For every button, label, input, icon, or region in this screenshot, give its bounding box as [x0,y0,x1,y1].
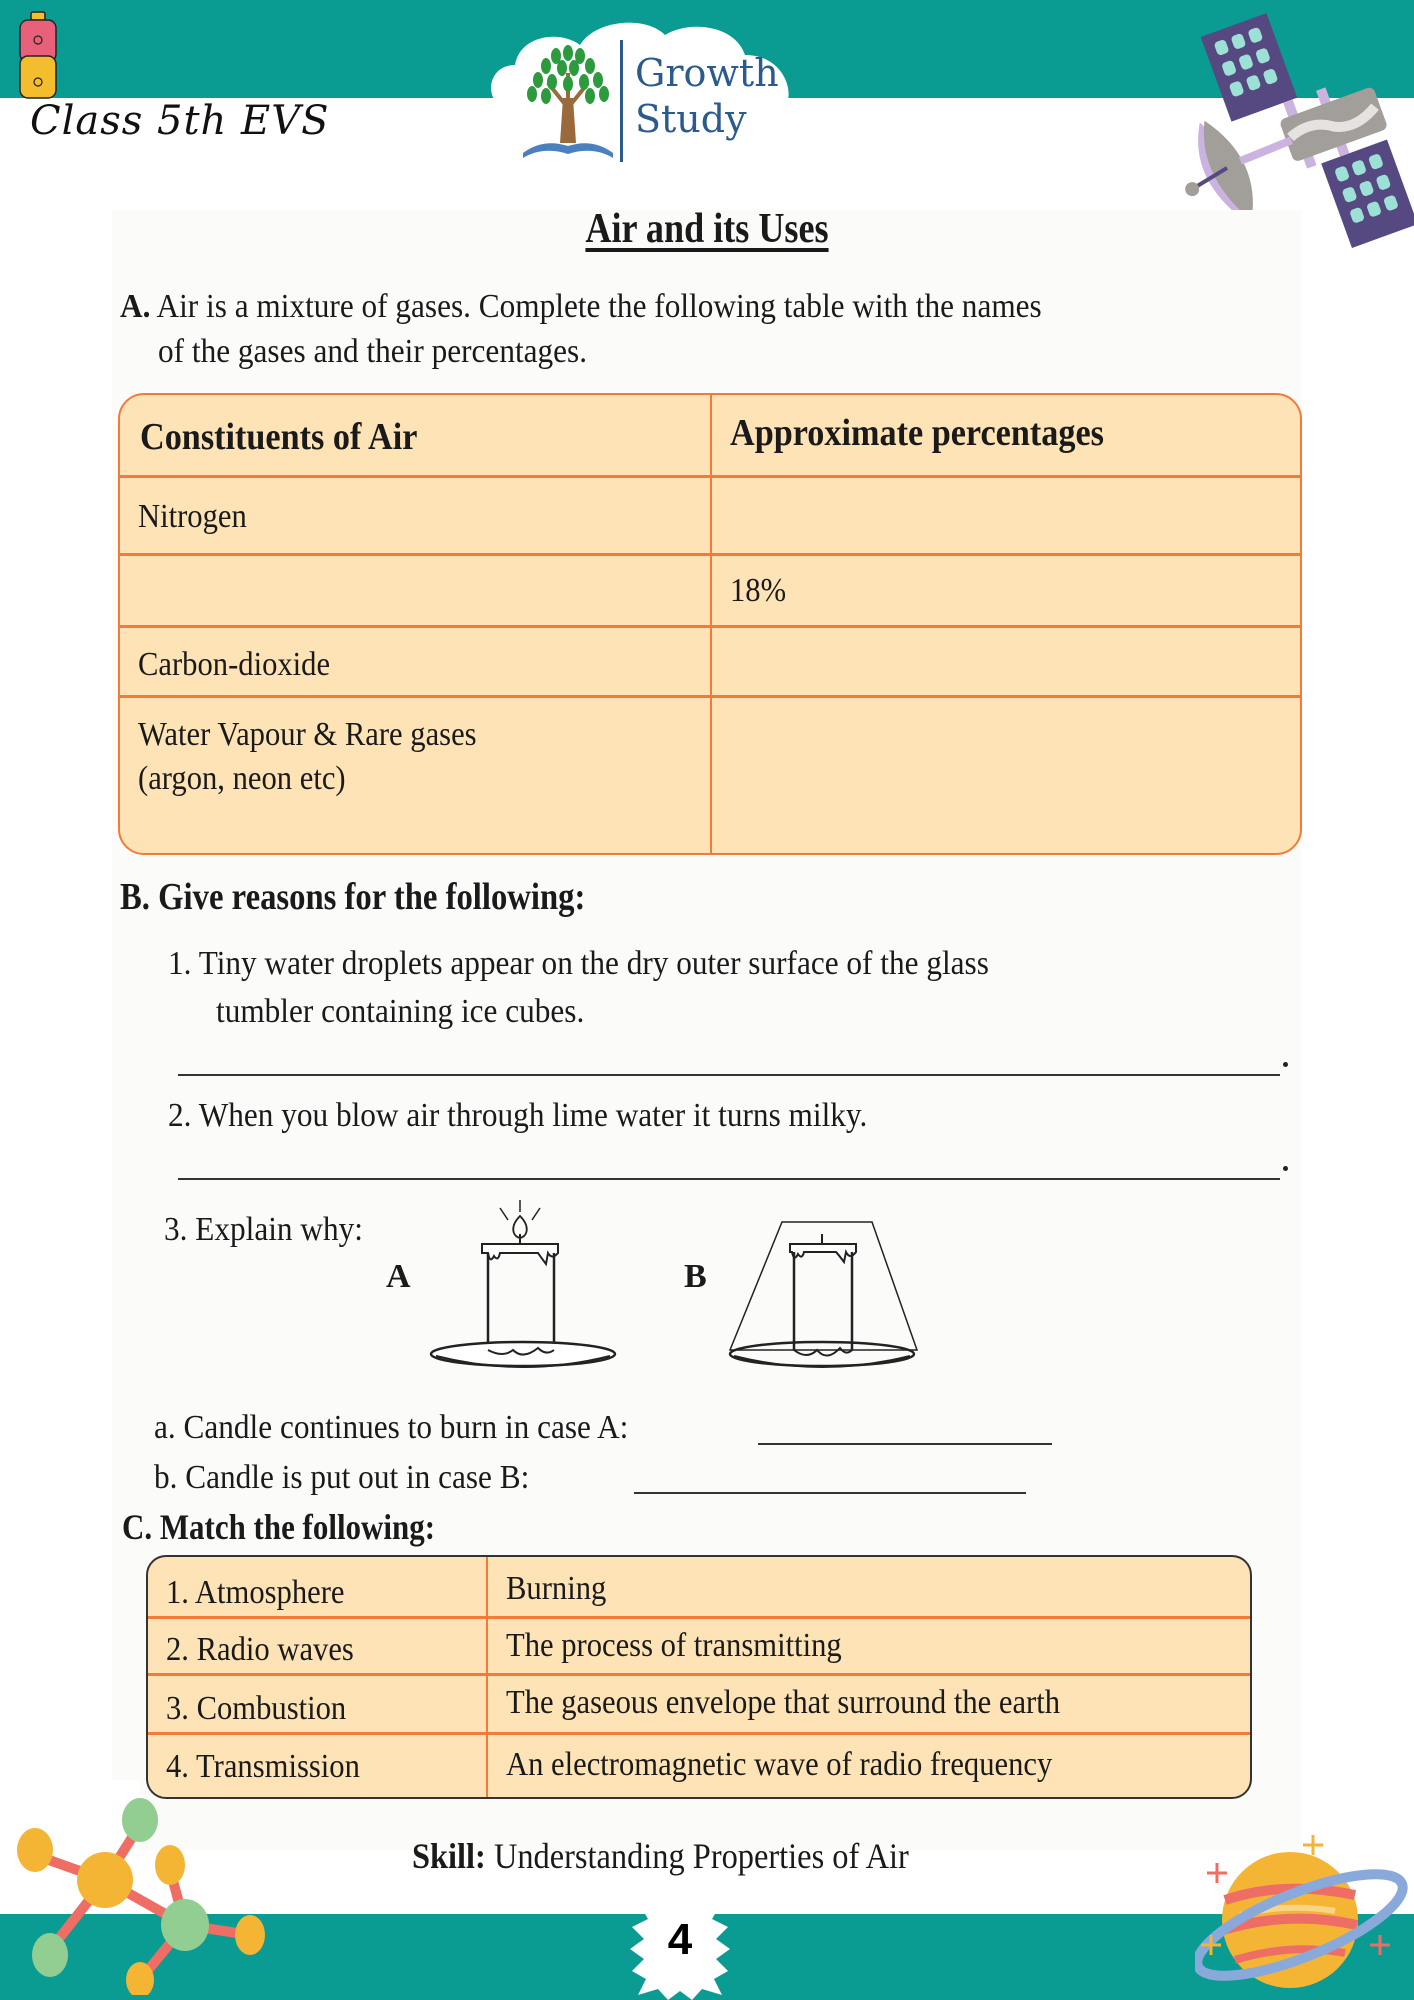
table-header-percentages: Approximate percentages [730,412,1104,454]
table-column-divider [710,395,712,853]
table-row-divider [120,553,1300,556]
section-b-heading: B. Give reasons for the following: [120,876,586,918]
match-right-item: Burning [506,1570,607,1607]
class-title: Class 5th EVS [30,98,330,144]
figure-label-a: A [386,1258,411,1295]
skill-line [412,1835,909,1877]
match-table [146,1555,1252,1799]
answer-line-b3b[interactable] [634,1492,1026,1494]
answer-line-b2[interactable] [178,1178,1280,1180]
table-row-divider [120,625,1300,628]
logo-divider [620,40,623,162]
answer-line-b1[interactable] [178,1074,1280,1076]
question-b3a: a. Candle continues to burn in case A: [154,1409,629,1446]
table-cell-percentage: 18% [730,572,787,609]
match-table-row-divider [148,1673,1250,1676]
match-left-item: 2. Radio waves [166,1631,354,1668]
logo-line2: Study [635,97,747,141]
figure-label-b: B [684,1258,707,1295]
match-table-column-divider [486,1557,488,1797]
tree-book-logo-icon [518,38,618,163]
question-b3b: b. Candle is put out in case B: [154,1459,530,1496]
section-a-question-line2: of the gases and their percentages. [158,333,588,370]
page-title: Air and its Uses [585,206,829,252]
match-left-item: 4. Transmission [166,1748,360,1785]
answer-line-end-dot [1283,1166,1288,1171]
question-b2: 2. When you blow air through lime water it turns milky. [168,1097,868,1134]
covered-candle-illustration [722,1220,922,1375]
section-a-question-line1: Air is a mixture of gases. Complete the following table with the names [156,288,1042,325]
table-row-divider [120,695,1300,698]
table-cell-constituent: Nitrogen [138,498,247,535]
question-b3: 3. Explain why: [164,1211,363,1248]
match-left-item: 3. Combustion [166,1690,347,1727]
page-number: 4 [667,1915,693,1964]
skill-label: Skill: [412,1836,486,1876]
planet-icon [1195,1825,1414,2000]
burning-candle-illustration [428,1198,628,1373]
question-b1-line2: tumbler containing ice cubes. [216,993,585,1030]
match-table-row-divider [148,1732,1250,1735]
logo-line1: Growth [635,51,779,95]
molecule-icon [0,1795,270,1995]
section-a-label: A. [120,288,151,325]
answer-line-b3a[interactable] [758,1443,1052,1445]
skill-text: Understanding Properties of Air [493,1836,909,1876]
logo-text [635,50,779,142]
match-right-item: An electromagnetic wave of radio frequency [506,1746,1053,1783]
table-cell-constituent: Carbon-dioxide [138,646,331,683]
constituents-table [118,393,1302,855]
table-cell-constituent-line2: (argon, neon etc) [138,760,346,797]
match-right-item: The gaseous envelope that surround the earth [506,1684,1061,1721]
match-table-row-divider [148,1616,1250,1619]
answer-line-end-dot [1283,1062,1288,1067]
match-left-item: 1. Atmosphere [166,1574,345,1611]
question-b1-line1: 1. Tiny water droplets appear on the dry outer surface of the glass [168,945,989,982]
table-row-divider [120,475,1300,478]
battery-icon [14,10,62,100]
match-right-item: The process of transmitting [506,1627,842,1664]
table-header-constituents: Constituents of Air [140,416,418,458]
table-cell-constituent: Water Vapour & Rare gases [138,716,477,753]
section-c-heading: C. Match the following: [122,1507,436,1547]
section-a-question [120,285,1042,329]
